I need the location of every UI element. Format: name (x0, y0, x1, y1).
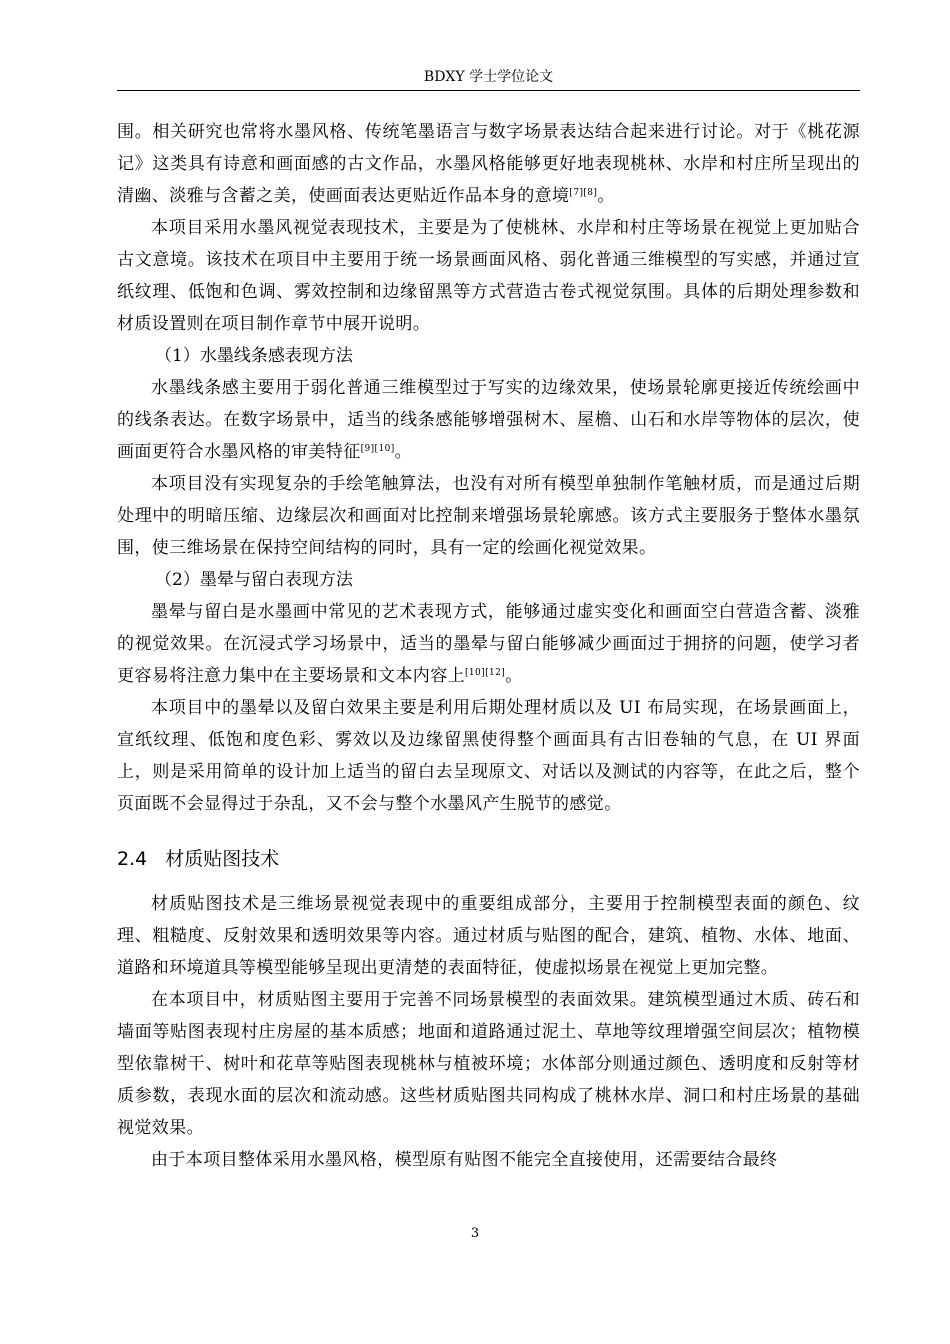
paragraph-end: 。 (505, 666, 523, 686)
paragraph-6: 本项目中的墨晕以及留白效果主要是利用后期处理材质以及 UI 布局实现，在场景画面上，宣纸纹理、低饱和度色彩、雾效以及边缘留黑使得整个画面具有古旧卷轴的气息，在 UI 界面上，则是采用简单的设计加上适当的留白去呈现原文、对话以及测试的内容等，在此之后，整个页面既不会显得过于杂乱，又不会与整个水墨风产生脱节的感觉。 (117, 698, 860, 814)
section-number: 2.4 (117, 848, 148, 870)
page-number: 3 (470, 1226, 480, 1241)
paragraph-5 (117, 596, 860, 692)
section-title: 材质贴图技术 (165, 848, 280, 870)
page-header (117, 60, 860, 91)
citation-ref: [10][12] (465, 668, 506, 678)
paragraph-text: 墨晕与留白是水墨画中常见的艺术表现方式，能够通过虚实变化和画面空白营造含蓄、淡雅的视觉效果。在沉浸式学习场景中，适当的墨晕与留白能够减少画面过于拥挤的问题，使学习者更容易将注意力集中在主要场景和文本内容上 (117, 602, 860, 686)
section-paragraph-2: 在本项目中，材质贴图主要用于完善不同场景模型的表面效果。建筑模型通过木质、砖石和墙面等贴图表现村庄房屋的基本质感；地面和道路通过泥土、草地等纹理增强空间层次；植物模型依靠树干、树叶和花草等贴图表现桃林与植被环境；水体部分则通过颜色、透明度和反射等材质参数，表现水面的层次和流动感。这些材质贴图共同构成了桃林水岸、洞口和村庄场景的基础视觉效果。 (117, 990, 860, 1138)
subheading-2: （2）墨晕与留白表现方法 (155, 570, 353, 590)
paragraph-2: 本项目采用水墨风视觉表现技术，主要是为了使桃林、水岸和村庄等场景在视觉上更加贴合古文意境。该技术在项目中主要用于统一场景画面风格、弱化普通三维模型的写实感，并通过宣纸纹理、低饱和色调、雾效控制和边缘留黑等方式营造古卷式视觉氛围。具体的后期处理参数和材质设置则在项目制作章节中展开说明。 (117, 218, 860, 334)
page-body (117, 116, 860, 1176)
subheading-1: （1）水墨线条感表现方法 (155, 346, 353, 366)
paragraph-1 (117, 116, 860, 212)
section-paragraph-1: 材质贴图技术是三维场景视觉表现中的重要组成部分，主要用于控制模型表面的颜色、纹理、粗糙度、反射效果和透明效果等内容。通过材质与贴图的配合，建筑、植物、水体、地面、道路和环境道具等模型能够呈现出更清楚的表面特征，使虚拟场景在视觉上更加完整。 (117, 894, 860, 978)
paragraph-end: 。 (597, 186, 615, 206)
paragraph-3 (117, 372, 860, 468)
citation-ref: [9][10] (360, 444, 395, 454)
paragraph-text: 围。相关研究也常将水墨风格、传统笔墨语言与数字场景表达结合起来进行讨论。对于《桃花源记》这类具有诗意和画面感的古文作品，水墨风格能够更好地表现桃林、水岸和村庄所呈现出的清幽、淡雅与含蓄之美，使画面表达更贴近作品本身的意境 (117, 122, 860, 206)
header-title: BDXY 学士学位论文 (423, 69, 554, 85)
section-paragraph-3: 由于本项目整体采用水墨风格，模型原有贴图不能完全直接使用，还需要结合最终 (151, 1150, 778, 1170)
paragraph-end: 。 (394, 442, 413, 462)
paragraph-text: 水墨线条感主要用于弱化普通三维模型过于写实的边缘效果，使场景轮廓更接近传统绘画中的线条表达。在数字场景中，适当的线条感能够增强树木、屋檐、山石和水岸等物体的层次，使画面更符合水墨风格的审美特征 (117, 378, 860, 462)
page-footer (0, 1226, 950, 1241)
citation-ref: [7][8] (569, 188, 598, 198)
paragraph-4: 本项目没有实现复杂的手绘笔触算法，也没有对所有模型单独制作笔触材质，而是通过后期处理中的明暗压缩、边缘层次和画面对比控制来增强场景轮廓感。该方式主要服务于整体水墨氛围，使三维场景在保持空间结构的同时，具有一定的绘画化视觉效果。 (117, 474, 860, 558)
section-heading (117, 842, 860, 876)
